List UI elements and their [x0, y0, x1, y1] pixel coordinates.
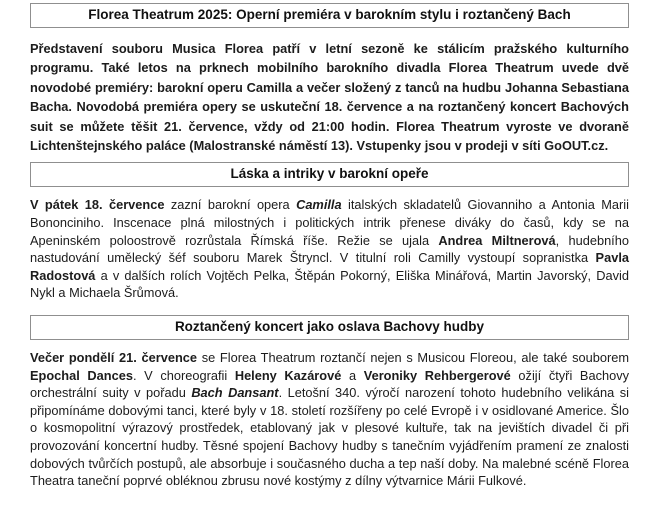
section-paragraph-opera: V pátek 18. července zazní barokní opera Camilla italských skladatelů Giovanniho a Antonia Marii Bononciniho. Inscenace plná milostných i politických intrik přenese diváky do časů, kdy se na Apeninském poloostrově rozrůstala Římská říše. Režie se ujala Andrea Miltnerová, hudebního nastudování umělecký šéf souboru Marek Štryncl. V titulní roli Camilly vystoupí sopranistka Pavla Radostová a v dalších rolích Vojtěch Pelka, Štěpán Pokorný, Eliška Minářová, Martin Javorský, David Nykl a Michaela Šrůmová.: [30, 197, 629, 301]
lead-paragraph: Představení souboru Musica Florea patří v letní sezoně ke stálicím pražského kulturního programu. Také letos na prknech mobilního barokního divadla Florea Theatrum uvede dvě novodobé premiéry: barokní operu Camilla a večer složený z tanců na hudbu Johanna Sebastiana Bacha. Novodobá premiéra opery se uskuteční 18. července a na roztančený koncert Bachových suit se můžete těšit 21. července, vždy od 21:00 hodin. Florea Theatrum vyroste ve dvoraně Lichtenštejnského paláce (Malostranské náměstí 13). Vstupenky jsou v prodeji v síti GoOUT.cz.: [30, 41, 629, 154]
section-paragraph-concert: Večer pondělí 21. července se Florea Theatrum roztančí nejen s Musicou Floreou, ale také souborem Epochal Dances. V choreografii Heleny Kazárové a Veroniky Rehbergerové ožijí čtyři Bachovy orchestrální suity v pořadu Bach Dansant. Letošní 340. výročí narození tohoto hudebního velikána si připomínáme dobovými tanci, které byly v 18. století rozšířeny po celé Evropě i v osidlované Americe. Šlo o kosmopolitní výrazový prostředek, etablovaný jak v plesové kultuře, tak na jevištích divadel či při provozování koncertní hudby. Těsné spojení Bachovy hudby s tanečním vyjádřením pramení ze znalosti dobových tvůrčích postupů, ale absorbuje i současného ducha a tep naší doby. Na malebné scéně Florea Theatra taneční poprvé obléknou zbrusu nové kostýmy z dílny výtvarnice Márii Fulkové.: [30, 350, 630, 489]
document-title-box: [30, 3, 629, 28]
section-heading-concert: Roztančený koncert jako oslava Bachovy hudby: [174, 319, 485, 334]
section-heading-opera: Láska a intriky v barokní opeře: [230, 166, 429, 182]
document-title: Florea Theatrum 2025: Operní premiéra v barokním stylu i roztančený Bach: [88, 7, 571, 22]
section-heading-box-concert: [30, 315, 629, 340]
section-heading-box-opera: [30, 162, 629, 187]
